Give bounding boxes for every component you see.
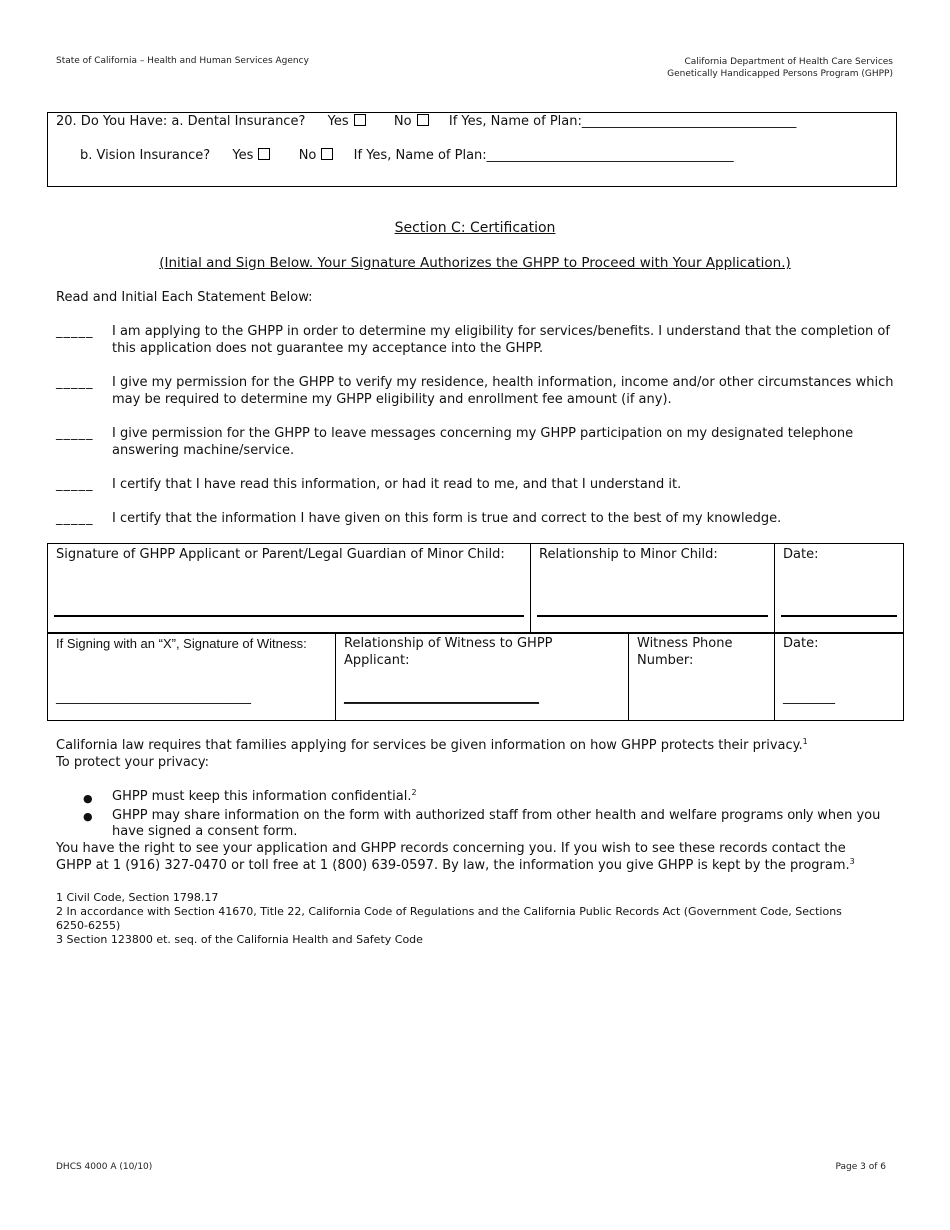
department-name: California Department of Health Care Services <box>684 57 893 67</box>
witness-signature-label: If Signing with an “X”, Signature of Witness: <box>56 636 307 651</box>
witness-phone-label: Witness Phone Number: <box>637 636 733 668</box>
date-1-label: Date: <box>783 547 819 562</box>
footnote-ref-2: 2 <box>411 788 417 797</box>
program-name: Genetically Handicapped Persons Program (GHPP) <box>667 69 893 79</box>
privacy-bullet-2-text-b: when you <box>817 808 881 823</box>
relationship-minor-cell[interactable] <box>531 544 775 634</box>
privacy-rights-2-text: GHPP at 1 (916) 327-0470 or toll free at 1 (800) 639-0597. By law, the information you give GHPP is kept by the program. <box>56 858 850 873</box>
privacy-intro-text: California law requires that families applying for services be given information on how GHPP protects their privacy. <box>56 738 803 753</box>
dental-no-label: No <box>393 114 412 129</box>
date-1-cell[interactable] <box>775 544 904 634</box>
statement-4: I certify that I have read this information, or had it read to me, and that I understand it. <box>112 477 682 492</box>
vision-no-label: No <box>298 148 317 163</box>
applicant-signature-cell[interactable] <box>48 544 531 634</box>
privacy-rights-2 <box>56 857 855 874</box>
witness-signature-line[interactable]: ______________________________ <box>56 690 251 705</box>
privacy-bullet-2-text-a: GHPP may share information on the form with authorized staff from other health and welfare programs <box>112 808 784 823</box>
applicant-signature-line[interactable] <box>54 615 524 617</box>
statement-5: I certify that the information I have given on this form is true and correct to the best of my knowledge. <box>112 511 782 526</box>
footnote-3: 3 Section 123800 et. seq. of the California Health and Safety Code <box>56 933 423 946</box>
statement-2: I give my permission for the GHPP to verify my residence, health information, income and/or other circumstances which may be required to determine my GHPP eligibility and enrollment fee amount (if any). <box>112 375 894 407</box>
witness-phone-cell[interactable] <box>629 633 775 721</box>
date-2-line[interactable]: ________ <box>783 690 835 705</box>
vision-no-checkbox[interactable] <box>321 148 333 160</box>
applicant-signature-label: Signature of GHPP Applicant or Parent/Legal Guardian of Minor Child: <box>56 547 505 562</box>
dental-yes-checkbox[interactable] <box>354 114 366 126</box>
initial-field-3[interactable]: _____ <box>56 426 94 441</box>
dental-no-checkbox[interactable] <box>417 114 429 126</box>
vision-insurance-row <box>80 147 734 164</box>
privacy-intro <box>56 737 808 754</box>
dental-plan-field[interactable]: _________________________________ <box>581 114 797 129</box>
witness-relationship-label: Relationship of Witness to GHPP Applicant: <box>344 636 553 668</box>
footnote-2b: 6250-6255) <box>56 919 121 932</box>
dental-plan-label: If Yes, Name of Plan: <box>448 114 582 129</box>
date-2-cell[interactable] <box>775 633 904 721</box>
footnote-2a: 2 In accordance with Section 41670, Title 22, California Code of Regulations and the California Public Records Act (Government Code, Sections <box>56 905 842 918</box>
form-id: DHCS 4000 A (10/10) <box>56 1162 153 1172</box>
signature-table <box>47 543 904 634</box>
statement-1: I am applying to the GHPP in order to determine my eligibility for services/benefits. I understand that the completion of this application does not guarantee my acceptance into the GHPP. <box>112 324 890 356</box>
initial-field-5[interactable]: _____ <box>56 511 94 526</box>
vision-plan-field[interactable]: ______________________________________ <box>486 148 734 163</box>
section-c-subtitle: (Initial and Sign Below. Your Signature Authorizes the GHPP to Proceed with Your Application.) <box>159 255 791 271</box>
vision-question: b. Vision Insurance? <box>80 148 211 163</box>
vision-yes-label: Yes <box>232 148 254 163</box>
footnote-ref-3: 3 <box>849 857 855 866</box>
privacy-protect: To protect your privacy: <box>56 755 210 770</box>
relationship-minor-line[interactable] <box>537 615 768 617</box>
privacy-bullet-2 <box>112 806 880 824</box>
initial-field-1[interactable]: _____ <box>56 324 94 339</box>
initial-instruction: Read and Initial Each Statement Below: <box>56 290 313 305</box>
statement-3: I give permission for the GHPP to leave messages concerning my GHPP participation on my designated telephone answering machine/service. <box>112 426 854 458</box>
initial-field-2[interactable]: _____ <box>56 375 94 390</box>
dental-question: 20. Do You Have: a. Dental Insurance? <box>56 114 306 129</box>
agency-name: State of California – Health and Human Services Agency <box>56 56 309 66</box>
privacy-bullet-2-only: only <box>787 806 814 822</box>
bullet-icon: ● <box>83 792 93 805</box>
dental-insurance-row <box>56 113 796 130</box>
vision-plan-label: If Yes, Name of Plan: <box>353 148 487 163</box>
vision-yes-checkbox[interactable] <box>258 148 270 160</box>
date-2-label: Date: <box>783 636 819 651</box>
privacy-bullet-2-cont: have signed a consent form. <box>112 824 298 839</box>
witness-table <box>47 632 904 721</box>
department-header <box>667 56 893 80</box>
footnotes <box>56 891 916 947</box>
witness-relationship-cell[interactable] <box>336 633 629 721</box>
initial-field-4[interactable]: _____ <box>56 477 94 492</box>
section-c-title: Section C: Certification <box>394 220 556 236</box>
relationship-minor-label: Relationship to Minor Child: <box>539 547 718 562</box>
witness-relationship-line[interactable]: ______________________________ <box>344 690 539 705</box>
footnote-1: 1 Civil Code, Section 1798.17 <box>56 891 219 904</box>
page-number: Page 3 of 6 <box>835 1162 886 1172</box>
bullet-icon: ● <box>83 810 93 823</box>
footnote-ref-1: 1 <box>802 737 808 746</box>
date-1-line[interactable] <box>781 615 897 617</box>
witness-signature-cell[interactable] <box>48 633 336 721</box>
privacy-bullet-1-text: GHPP must keep this information confidential. <box>112 789 412 804</box>
dental-yes-label: Yes <box>327 114 349 129</box>
privacy-rights-1: You have the right to see your application and GHPP records concerning you. If you wish to see these records contact the <box>56 841 846 856</box>
privacy-bullet-1 <box>112 788 417 805</box>
